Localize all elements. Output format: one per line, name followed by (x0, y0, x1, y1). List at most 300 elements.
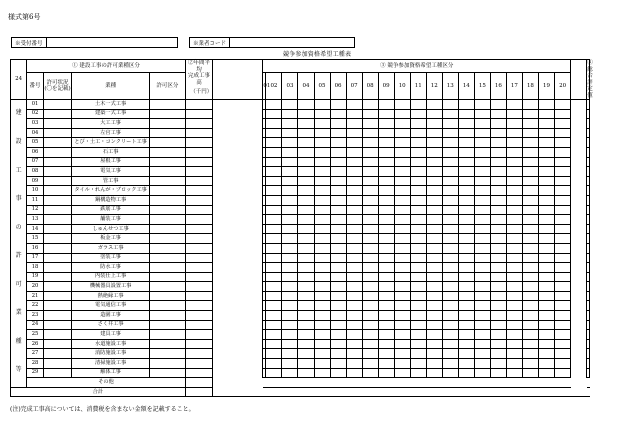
hope-cell[interactable] (410, 330, 426, 340)
hope-cell[interactable] (346, 263, 362, 273)
hope-cell[interactable] (554, 195, 570, 205)
hope-cell[interactable] (458, 253, 474, 263)
hope-cell[interactable] (410, 234, 426, 244)
permit-status-cell[interactable] (43, 157, 72, 167)
hope-cell[interactable] (458, 263, 474, 273)
hope-cell[interactable] (474, 215, 490, 225)
hope-cell[interactable] (266, 167, 282, 177)
hope-cell[interactable] (410, 320, 426, 330)
annual-completed-amount-cell[interactable] (185, 330, 213, 340)
annual-completed-amount-cell[interactable] (185, 109, 213, 119)
hope-cell[interactable] (490, 272, 506, 282)
hope-cell[interactable] (298, 320, 314, 330)
hope-cell[interactable] (266, 205, 282, 215)
hope-cell[interactable] (394, 291, 410, 301)
hope-cell[interactable] (474, 234, 490, 244)
permit-class-cell[interactable] (149, 263, 185, 273)
hope-cell[interactable] (362, 195, 378, 205)
hope-cell[interactable] (282, 138, 298, 148)
annual-completed-amount-cell[interactable] (185, 100, 213, 110)
hope-cell[interactable] (314, 195, 330, 205)
hope-cell[interactable] (378, 138, 394, 148)
hope-cell[interactable] (506, 234, 522, 244)
hope-cell[interactable] (490, 167, 506, 177)
hope-cell[interactable] (362, 109, 378, 119)
hope-cell[interactable] (298, 138, 314, 148)
hope-cell[interactable] (362, 176, 378, 186)
permit-status-cell[interactable] (43, 301, 72, 311)
hope-cell[interactable] (410, 301, 426, 311)
annual-completed-amount-cell[interactable] (185, 119, 213, 129)
hope-cell[interactable] (458, 128, 474, 138)
hope-cell[interactable] (554, 119, 570, 129)
hope-cell[interactable] (474, 205, 490, 215)
hope-cell[interactable] (346, 109, 362, 119)
hope-cell[interactable] (458, 186, 474, 196)
permit-status-cell[interactable] (43, 272, 72, 282)
permit-status-cell[interactable] (43, 263, 72, 273)
rating-cell[interactable] (587, 311, 590, 321)
hope-cell[interactable] (330, 359, 346, 369)
hope-cell[interactable] (298, 330, 314, 340)
hope-cell[interactable] (266, 147, 282, 157)
hope-cell[interactable] (490, 224, 506, 234)
hope-cell[interactable] (298, 282, 314, 292)
hope-cell[interactable] (362, 100, 378, 110)
hope-cell[interactable] (474, 330, 490, 340)
hope-cell[interactable] (394, 138, 410, 148)
permit-status-cell[interactable] (43, 311, 72, 321)
hope-cell[interactable] (314, 330, 330, 340)
hope-cell[interactable] (266, 263, 282, 273)
hope-cell[interactable] (426, 301, 442, 311)
hope-cell[interactable] (330, 234, 346, 244)
hope-cell[interactable] (346, 186, 362, 196)
hope-cell[interactable] (410, 157, 426, 167)
annual-completed-amount-cell[interactable] (185, 234, 213, 244)
hope-cell[interactable] (362, 263, 378, 273)
hope-cell[interactable] (346, 195, 362, 205)
hope-cell[interactable] (458, 224, 474, 234)
hope-cell[interactable] (426, 282, 442, 292)
hope-cell[interactable] (362, 320, 378, 330)
hope-cell[interactable] (522, 263, 538, 273)
hope-cell[interactable] (378, 301, 394, 311)
hope-cell[interactable] (394, 215, 410, 225)
hope-cell[interactable] (554, 157, 570, 167)
permit-class-cell[interactable] (149, 359, 185, 369)
rating-cell[interactable] (587, 339, 590, 349)
hope-cell[interactable] (538, 349, 554, 359)
hope-cell[interactable] (314, 109, 330, 119)
permit-status-cell[interactable] (43, 138, 72, 148)
hope-cell[interactable] (330, 167, 346, 177)
permit-status-cell[interactable] (43, 359, 72, 369)
hope-cell[interactable] (298, 186, 314, 196)
permit-class-cell[interactable] (149, 186, 185, 196)
hope-cell[interactable] (314, 359, 330, 369)
hope-cell[interactable] (362, 234, 378, 244)
hope-cell[interactable] (314, 243, 330, 253)
hope-cell[interactable] (346, 301, 362, 311)
hope-cell[interactable] (266, 138, 282, 148)
permit-class-cell[interactable] (149, 291, 185, 301)
hope-cell[interactable] (346, 234, 362, 244)
hope-cell[interactable] (298, 272, 314, 282)
hope-cell[interactable] (282, 176, 298, 186)
hope-cell[interactable] (346, 243, 362, 253)
hope-cell[interactable] (426, 186, 442, 196)
hope-cell[interactable] (330, 368, 346, 378)
hope-cell[interactable] (474, 301, 490, 311)
hope-cell[interactable] (442, 243, 458, 253)
hope-cell[interactable] (554, 128, 570, 138)
hope-cell[interactable] (458, 359, 474, 369)
hope-cell[interactable] (362, 253, 378, 263)
hope-cell[interactable] (442, 320, 458, 330)
hope-cell[interactable] (378, 119, 394, 129)
hope-cell[interactable] (314, 167, 330, 177)
hope-cell[interactable] (490, 368, 506, 378)
hope-cell[interactable] (458, 205, 474, 215)
hope-cell[interactable] (362, 224, 378, 234)
hope-cell[interactable] (378, 224, 394, 234)
hope-cell[interactable] (538, 138, 554, 148)
hope-cell[interactable] (554, 138, 570, 148)
hope-cell[interactable] (554, 186, 570, 196)
permit-status-cell[interactable] (43, 368, 72, 378)
hope-cell[interactable] (282, 272, 298, 282)
hope-cell[interactable] (330, 215, 346, 225)
hope-cell[interactable] (426, 263, 442, 273)
hope-cell[interactable] (490, 176, 506, 186)
hope-cell[interactable] (442, 349, 458, 359)
hope-cell[interactable] (330, 205, 346, 215)
hope-cell[interactable] (442, 263, 458, 273)
hope-cell[interactable] (282, 339, 298, 349)
annual-completed-amount-cell[interactable] (185, 205, 213, 215)
hope-cell[interactable] (522, 320, 538, 330)
hope-cell[interactable] (378, 282, 394, 292)
hope-cell[interactable] (362, 128, 378, 138)
permit-status-cell[interactable] (43, 339, 72, 349)
hope-cell[interactable] (298, 157, 314, 167)
hope-cell[interactable] (458, 167, 474, 177)
hope-cell[interactable] (522, 109, 538, 119)
rating-cell[interactable] (587, 205, 590, 215)
hope-cell[interactable] (490, 128, 506, 138)
hope-cell[interactable] (426, 243, 442, 253)
hope-cell[interactable] (266, 359, 282, 369)
hope-cell[interactable] (442, 186, 458, 196)
hope-cell[interactable] (346, 368, 362, 378)
rating-cell[interactable] (587, 176, 590, 186)
hope-cell[interactable] (458, 368, 474, 378)
hope-cell[interactable] (442, 147, 458, 157)
hope-cell[interactable] (266, 282, 282, 292)
hope-cell[interactable] (298, 128, 314, 138)
hope-cell[interactable] (314, 291, 330, 301)
hope-cell[interactable] (378, 128, 394, 138)
hope-cell[interactable] (394, 147, 410, 157)
hope-cell[interactable] (538, 368, 554, 378)
permit-status-cell[interactable] (43, 186, 72, 196)
hope-cell[interactable] (362, 147, 378, 157)
hope-cell[interactable] (538, 205, 554, 215)
hope-cell[interactable] (522, 359, 538, 369)
hope-cell[interactable] (506, 272, 522, 282)
hope-cell[interactable] (442, 234, 458, 244)
hope-cell[interactable] (506, 263, 522, 273)
hope-cell[interactable] (362, 205, 378, 215)
hope-cell[interactable] (474, 263, 490, 273)
hope-cell[interactable] (410, 243, 426, 253)
hope-cell[interactable] (474, 167, 490, 177)
hope-cell[interactable] (330, 100, 346, 110)
hope-cell[interactable] (378, 272, 394, 282)
permit-status-cell[interactable] (43, 205, 72, 215)
hope-cell[interactable] (362, 291, 378, 301)
annual-completed-amount-cell[interactable] (185, 243, 213, 253)
permit-status-cell[interactable] (43, 147, 72, 157)
hope-cell[interactable] (362, 368, 378, 378)
hope-cell[interactable] (298, 176, 314, 186)
hope-cell[interactable] (442, 282, 458, 292)
hope-cell[interactable] (362, 186, 378, 196)
hope-cell[interactable] (298, 109, 314, 119)
annual-completed-amount-cell[interactable] (185, 157, 213, 167)
permit-status-cell[interactable] (43, 109, 72, 119)
hope-cell[interactable] (442, 128, 458, 138)
permit-status-cell[interactable] (43, 320, 72, 330)
hope-cell[interactable] (522, 301, 538, 311)
hope-cell[interactable] (554, 167, 570, 177)
hope-cell[interactable] (554, 311, 570, 321)
hope-cell[interactable] (298, 301, 314, 311)
hope-cell[interactable] (426, 176, 442, 186)
hope-cell[interactable] (298, 147, 314, 157)
hope-cell[interactable] (458, 339, 474, 349)
hope-cell[interactable] (346, 311, 362, 321)
hope-cell[interactable] (458, 282, 474, 292)
hope-cell[interactable] (282, 282, 298, 292)
hope-cell[interactable] (314, 263, 330, 273)
hope-cell[interactable] (330, 349, 346, 359)
hope-cell[interactable] (506, 119, 522, 129)
hope-cell[interactable] (490, 359, 506, 369)
hope-cell[interactable] (554, 330, 570, 340)
hope-cell[interactable] (314, 339, 330, 349)
hope-cell[interactable] (394, 100, 410, 110)
permit-class-cell[interactable] (149, 224, 185, 234)
hope-cell[interactable] (474, 243, 490, 253)
hope-cell[interactable] (538, 234, 554, 244)
hope-cell[interactable] (474, 359, 490, 369)
hope-cell[interactable] (314, 349, 330, 359)
hope-cell[interactable] (330, 282, 346, 292)
permit-class-cell[interactable] (149, 128, 185, 138)
hope-cell[interactable] (394, 128, 410, 138)
hope-cell[interactable] (314, 224, 330, 234)
hope-cell[interactable] (282, 224, 298, 234)
hope-cell[interactable] (538, 243, 554, 253)
hope-cell[interactable] (346, 282, 362, 292)
hope-cell[interactable] (394, 311, 410, 321)
hope-cell[interactable] (298, 311, 314, 321)
hope-cell[interactable] (458, 157, 474, 167)
hope-cell[interactable] (474, 100, 490, 110)
annual-completed-amount-other[interactable] (185, 378, 213, 388)
hope-cell[interactable] (426, 109, 442, 119)
rating-cell[interactable] (587, 282, 590, 292)
hope-cell[interactable] (490, 282, 506, 292)
hope-cell[interactable] (330, 138, 346, 148)
hope-cell[interactable] (458, 243, 474, 253)
annual-completed-amount-cell[interactable] (185, 272, 213, 282)
hope-cell[interactable] (554, 100, 570, 110)
hope-cell[interactable] (362, 272, 378, 282)
hope-cell[interactable] (330, 339, 346, 349)
hope-cell[interactable] (490, 291, 506, 301)
hope-cell[interactable] (522, 100, 538, 110)
hope-cell[interactable] (362, 282, 378, 292)
hope-cell[interactable] (410, 205, 426, 215)
hope-cell[interactable] (426, 224, 442, 234)
hope-cell[interactable] (490, 320, 506, 330)
hope-cell[interactable] (282, 311, 298, 321)
hope-cell[interactable] (330, 176, 346, 186)
hope-cell[interactable] (506, 147, 522, 157)
permit-class-cell[interactable] (149, 339, 185, 349)
hope-cell[interactable] (362, 215, 378, 225)
hope-cell[interactable] (330, 301, 346, 311)
hope-cell[interactable] (458, 109, 474, 119)
hope-cell[interactable] (298, 349, 314, 359)
hope-cell[interactable] (394, 205, 410, 215)
hope-cell[interactable] (330, 263, 346, 273)
hope-cell[interactable] (442, 119, 458, 129)
hope-cell[interactable] (410, 215, 426, 225)
hope-cell[interactable] (474, 128, 490, 138)
hope-cell[interactable] (378, 100, 394, 110)
hope-cell[interactable] (362, 119, 378, 129)
hope-cell[interactable] (426, 291, 442, 301)
hope-cell[interactable] (346, 349, 362, 359)
hope-cell[interactable] (410, 195, 426, 205)
hope-cell[interactable] (314, 272, 330, 282)
hope-cell[interactable] (394, 186, 410, 196)
rating-cell[interactable] (587, 234, 590, 244)
hope-cell[interactable] (474, 320, 490, 330)
hope-cell[interactable] (378, 359, 394, 369)
hope-cell[interactable] (378, 330, 394, 340)
hope-cell[interactable] (314, 100, 330, 110)
permit-class-cell[interactable] (149, 320, 185, 330)
hope-cell[interactable] (346, 253, 362, 263)
hope-cell[interactable] (474, 339, 490, 349)
rating-cell[interactable] (587, 157, 590, 167)
hope-cell[interactable] (314, 157, 330, 167)
hope-cell[interactable] (538, 157, 554, 167)
hope-cell[interactable] (314, 176, 330, 186)
hope-cell[interactable] (282, 359, 298, 369)
hope-cell[interactable] (538, 109, 554, 119)
hope-cell[interactable] (490, 301, 506, 311)
permit-class-cell[interactable] (149, 109, 185, 119)
hope-cell[interactable] (282, 263, 298, 273)
hope-cell[interactable] (490, 243, 506, 253)
hope-cell[interactable] (474, 311, 490, 321)
hope-cell[interactable] (442, 311, 458, 321)
hope-cell[interactable] (410, 253, 426, 263)
hope-cell[interactable] (490, 330, 506, 340)
hope-cell[interactable] (506, 311, 522, 321)
hope-cell[interactable] (426, 138, 442, 148)
hope-cell[interactable] (442, 138, 458, 148)
annual-completed-amount-total[interactable] (185, 387, 213, 397)
hope-cell[interactable] (282, 291, 298, 301)
hope-cell[interactable] (410, 272, 426, 282)
hope-cell[interactable] (506, 291, 522, 301)
rating-cell[interactable] (587, 100, 590, 110)
hope-cell[interactable] (410, 147, 426, 157)
hope-cell[interactable] (314, 119, 330, 129)
permit-status-cell[interactable] (43, 119, 72, 129)
hope-cell[interactable] (458, 320, 474, 330)
hope-cell[interactable] (298, 359, 314, 369)
hope-cell[interactable] (410, 186, 426, 196)
hope-cell[interactable] (554, 368, 570, 378)
hope-cell[interactable] (362, 339, 378, 349)
hope-cell[interactable] (266, 195, 282, 205)
hope-cell[interactable] (362, 138, 378, 148)
hope-cell[interactable] (314, 205, 330, 215)
permit-class-cell[interactable] (149, 167, 185, 177)
hope-cell[interactable] (522, 272, 538, 282)
hope-cell[interactable] (266, 320, 282, 330)
hope-cell[interactable] (522, 330, 538, 340)
hope-cell[interactable] (506, 301, 522, 311)
hope-cell[interactable] (506, 320, 522, 330)
hope-cell[interactable] (394, 263, 410, 273)
annual-completed-amount-cell[interactable] (185, 291, 213, 301)
rating-cell[interactable] (587, 263, 590, 273)
hope-cell[interactable] (554, 301, 570, 311)
hope-cell[interactable] (314, 282, 330, 292)
permit-class-cell[interactable] (149, 205, 185, 215)
hope-cell[interactable] (266, 157, 282, 167)
hope-cell[interactable] (522, 339, 538, 349)
hope-cell[interactable] (330, 311, 346, 321)
hope-cell[interactable] (538, 215, 554, 225)
hope-cell[interactable] (538, 119, 554, 129)
hope-cell[interactable] (298, 234, 314, 244)
hope-cell[interactable] (474, 176, 490, 186)
hope-cell[interactable] (282, 330, 298, 340)
hope-cell[interactable] (458, 138, 474, 148)
permit-status-cell[interactable] (43, 291, 72, 301)
annual-completed-amount-cell[interactable] (185, 263, 213, 273)
hope-cell[interactable] (538, 301, 554, 311)
hope-cell[interactable] (538, 253, 554, 263)
permit-status-cell[interactable] (43, 282, 72, 292)
hope-cell[interactable] (410, 291, 426, 301)
hope-cell[interactable] (298, 195, 314, 205)
hope-cell[interactable] (410, 368, 426, 378)
hope-cell[interactable] (490, 100, 506, 110)
hope-cell[interactable] (298, 368, 314, 378)
hope-cell[interactable] (538, 195, 554, 205)
